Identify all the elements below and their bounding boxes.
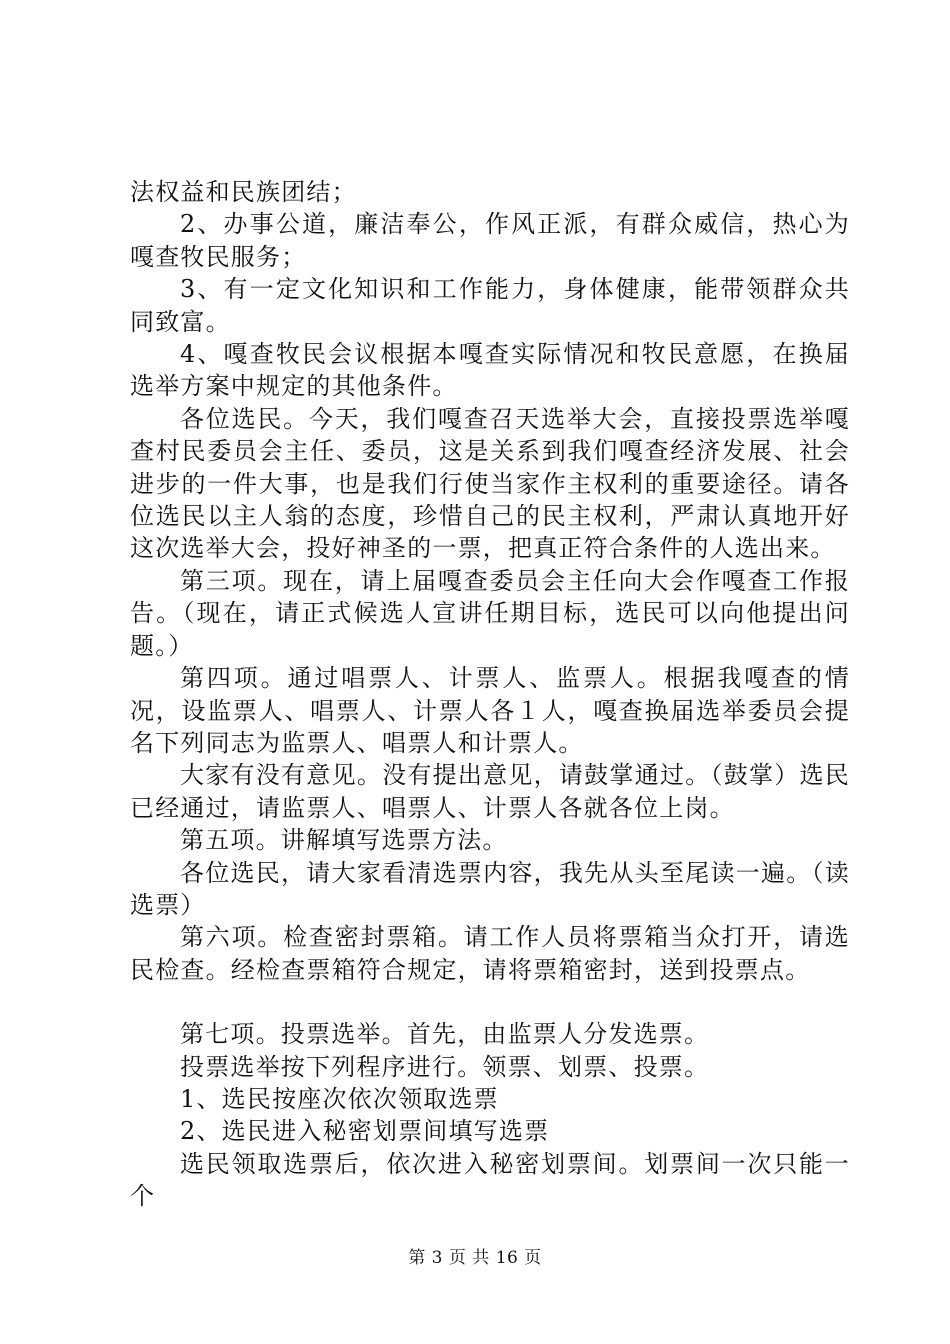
paragraph: 3、有一定文化知识和工作能力，身体健康，能带领群众共同致富。 [130,275,850,336]
paragraph: 第六项。检查密封票箱。请工作人员将票箱当众打开，请选民检查。经检查票箱符合规定，请将票箱密封，送到投票点。 [130,923,850,984]
paragraph: 第七项。投票选举。首先，由监票人分发选票。 [180,1020,710,1049]
paragraph: 选民领取选票后，依次进入秘密划票间。划票间一次只能一个 [130,1149,850,1211]
paragraph: 法权益和民族团结； [130,178,357,206]
paragraph: 1、选民按座次依次领取选票 [180,1084,499,1113]
page-footer [0,1243,950,1268]
paragraph: 2、办事公道，廉洁奉公，作风正派，有群众威信，热心为嘎查牧民服务； [130,210,850,271]
paragraph: 2、选民进入秘密划票间填写选票 [180,1117,550,1146]
paragraph: 第四项。通过唱票人、计票人、监票人。根据我嘎查的情况，设监票人、唱票人、计票人各１人，嘎查换届选举委员会提名下列同志为监票人、唱票人和计票人。 [130,664,850,757]
paragraph: 大家有没有意见。没有提出意见，请鼓掌通过。（鼓掌）选民已经通过，请监票人、唱票人、计票人各就各位上岗。 [130,761,850,822]
page-number-label: 第 3 页 共 16 页 [408,1248,542,1268]
paragraph: 投票选举按下列程序进行。领票、划票、投票。 [180,1052,710,1081]
paragraph: 第三项。现在，请上届嘎查委员会主任向大会作嘎查工作报告。（现在，请正式候选人宣讲任期目标，选民可以向他提出问题。） [130,566,850,660]
paragraph: 第五项。讲解填写选票方法。 [180,826,508,855]
paragraph: 各位选民，请大家看清选票内容，我先从头至尾读一遍。（读选票） [130,858,850,919]
document-body [130,176,850,1213]
paragraph: 4、嘎查牧民会议根据本嘎查实际情况和牧民意愿，在换届选举方案中规定的其他条件。 [130,340,850,401]
paragraph: 各位选民。今天，我们嘎查召天选举大会，直接投票选举嘎查村民委员会主任、委员，这是关系到我们嘎查经济发展、社会进步的一件大事，也是我们行使当家作主权利的重要途径。请各位选民以主人翁的态度，珍惜自己的民主权利，严肃认真地开好这次选举大会，投好神圣的一票，把真正符合条件的人选出来。 [130,404,850,563]
